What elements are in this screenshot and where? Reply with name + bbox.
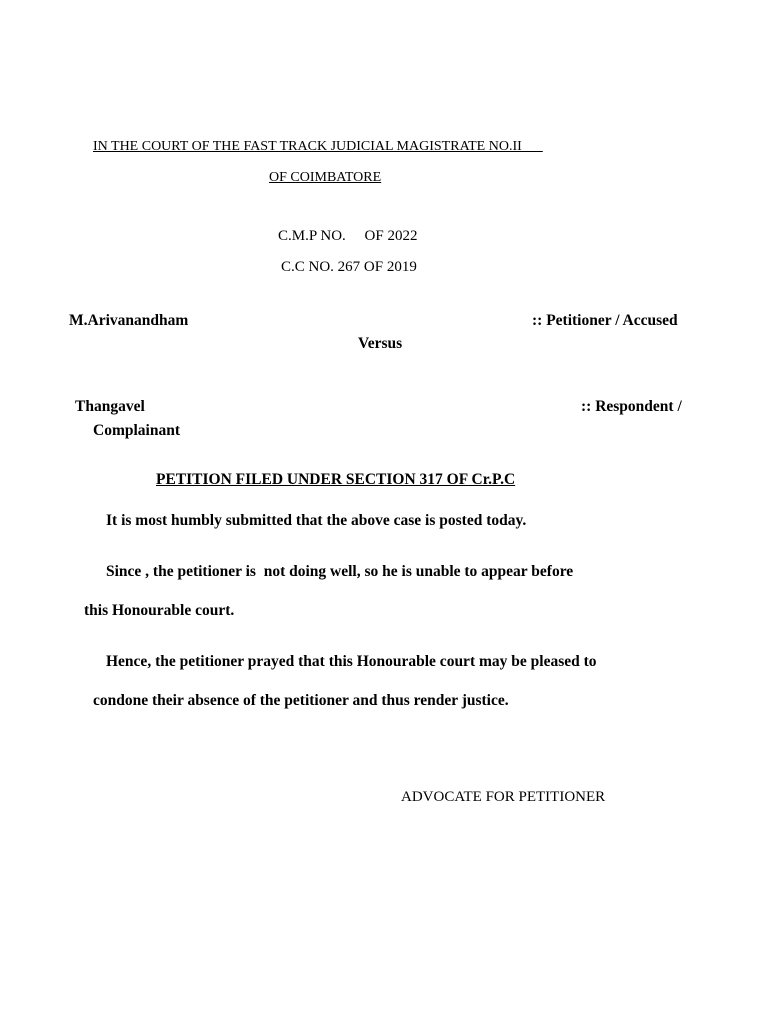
paragraph-3-line-2: condone their absence of the petitioner and thus render justice. xyxy=(93,692,509,709)
paragraph-2-line-2: this Honourable court. xyxy=(84,602,235,619)
advocate-signature-line: ADVOCATE FOR PETITIONER xyxy=(401,789,606,805)
cc-number: C.C NO. 267 OF 2019 xyxy=(281,259,417,275)
paragraph-2-line-1: Since , the petitioner is not doing well, so he is unable to appear before xyxy=(106,563,574,580)
cmp-number: C.M.P NO. OF 2022 xyxy=(278,228,418,244)
respondent-name: Thangavel xyxy=(75,398,145,415)
paragraph-3-line-1: Hence, the petitioner prayed that this Honourable court may be pleased to xyxy=(106,653,597,670)
petition-heading: PETITION FILED UNDER SECTION 317 OF Cr.P.C xyxy=(156,471,516,488)
court-title-line1: IN THE COURT OF THE FAST TRACK JUDICIAL MAGISTRATE NO.II xyxy=(93,139,543,154)
versus-label: Versus xyxy=(358,335,403,352)
petitioner-role: :: Petitioner / Accused xyxy=(532,312,678,329)
court-title-line2: OF COIMBATORE xyxy=(269,170,382,185)
respondent-role: :: Respondent / xyxy=(581,398,682,415)
respondent-role-continued: Complainant xyxy=(93,422,180,439)
petitioner-name: M.Arivanandham xyxy=(69,312,189,329)
paragraph-1: It is most humbly submitted that the above case is posted today. xyxy=(106,512,527,529)
